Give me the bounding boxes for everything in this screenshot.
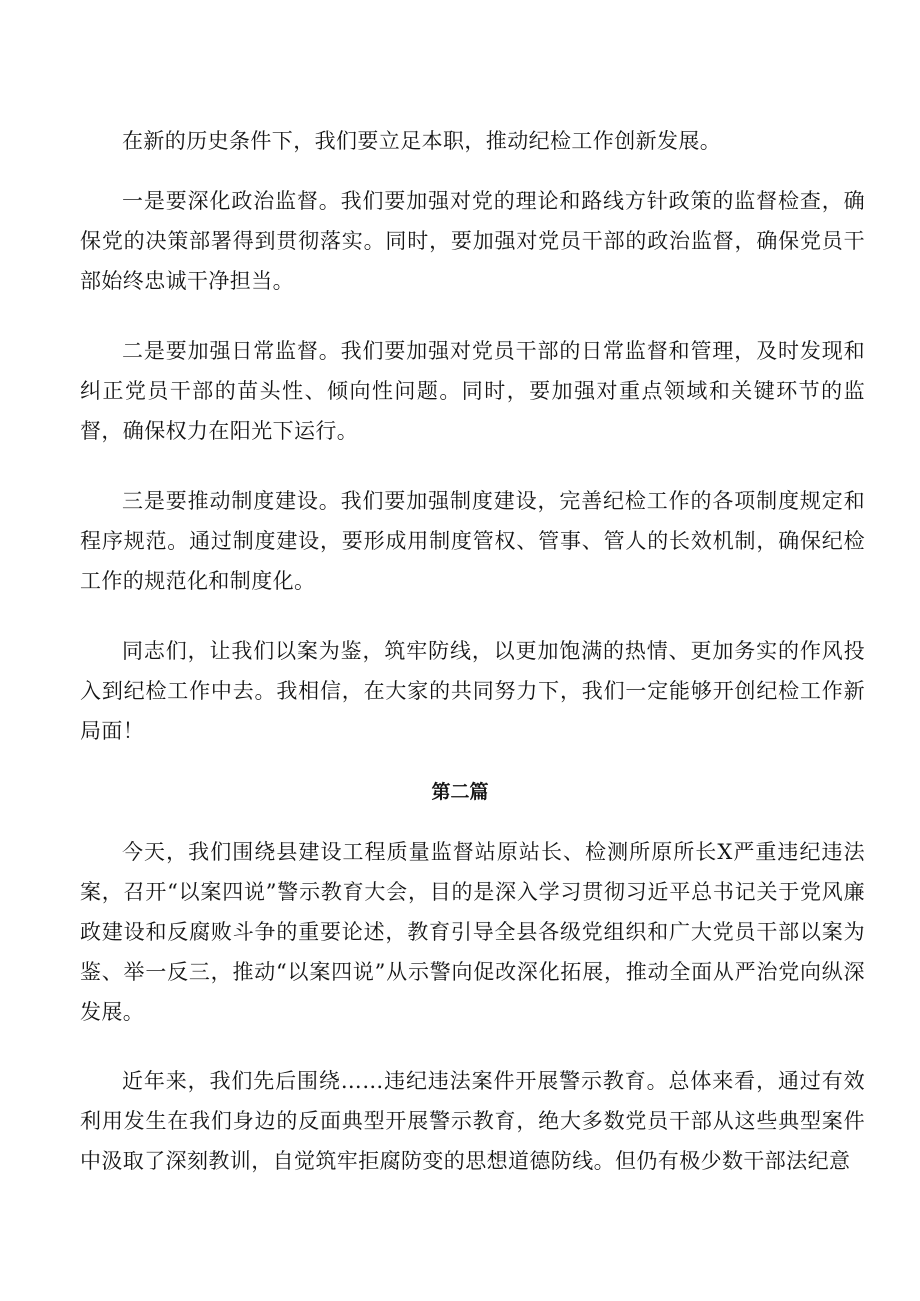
paragraph-institution-building: 三是要推动制度建设。我们要加强制度建设，完善纪检工作的各项制度规定和程序规范。通过制度建设，要形成用制度管权、管事、管人的长效机制，确保纪检工作的规范化和制度化。 [80,489,865,593]
paragraph-political-supervision: 一是要深化政治监督。我们要加强对党的理论和路线方针政策的监督检查，确保党的决策部署得到贯彻落实。同时，要加强对党员干部的政治监督，确保党员干部始终忠诚干净担当。 [80,189,865,293]
paragraph-recent-years: 近年来，我们先后围绕……违纪违法案件开展警示教育。总体来看，通过有效利用发生在我们身边的反面典型开展警示教育，绝大多数党员干部从这些典型案件中汲取了深刻教训，自觉筑牢拒腐防变的思想道德防线。但仍有极少数干部法纪意 [80,1069,865,1173]
paragraph-intro: 在新的历史条件下，我们要立足本职，推动纪检工作创新发展。 [122,129,722,153]
paragraph-meeting-purpose: 今天，我们围绕县建设工程质量监督站原站长、检测所原所长X严重违纪违法案，召开“以案四说”警示教育大会，目的是深入学习贯彻习近平总书记关于党风廉政建设和反腐败斗争的重要论述，教育引导全县各级党组织和广大党员干部以案为鉴、举一反三，推动“以案四说”从示警向促改深化拓展，推动全面从严治党向纵深发展。 [80,840,865,1024]
paragraph-closing: 同志们，让我们以案为鉴，筑牢防线，以更加饱满的热情、更加务实的作风投入到纪检工作中去。我相信，在大家的共同努力下，我们一定能够开创纪检工作新局面！ [80,639,865,743]
paragraph-daily-supervision: 二是要加强日常监督。我们要加强对党员干部的日常监督和管理，及时发现和纠正党员干部的苗头性、倾向性问题。同时，要加强对重点领域和关键环节的监督，确保权力在阳光下运行。 [80,339,865,443]
section-heading: 第二篇 [431,781,489,803]
